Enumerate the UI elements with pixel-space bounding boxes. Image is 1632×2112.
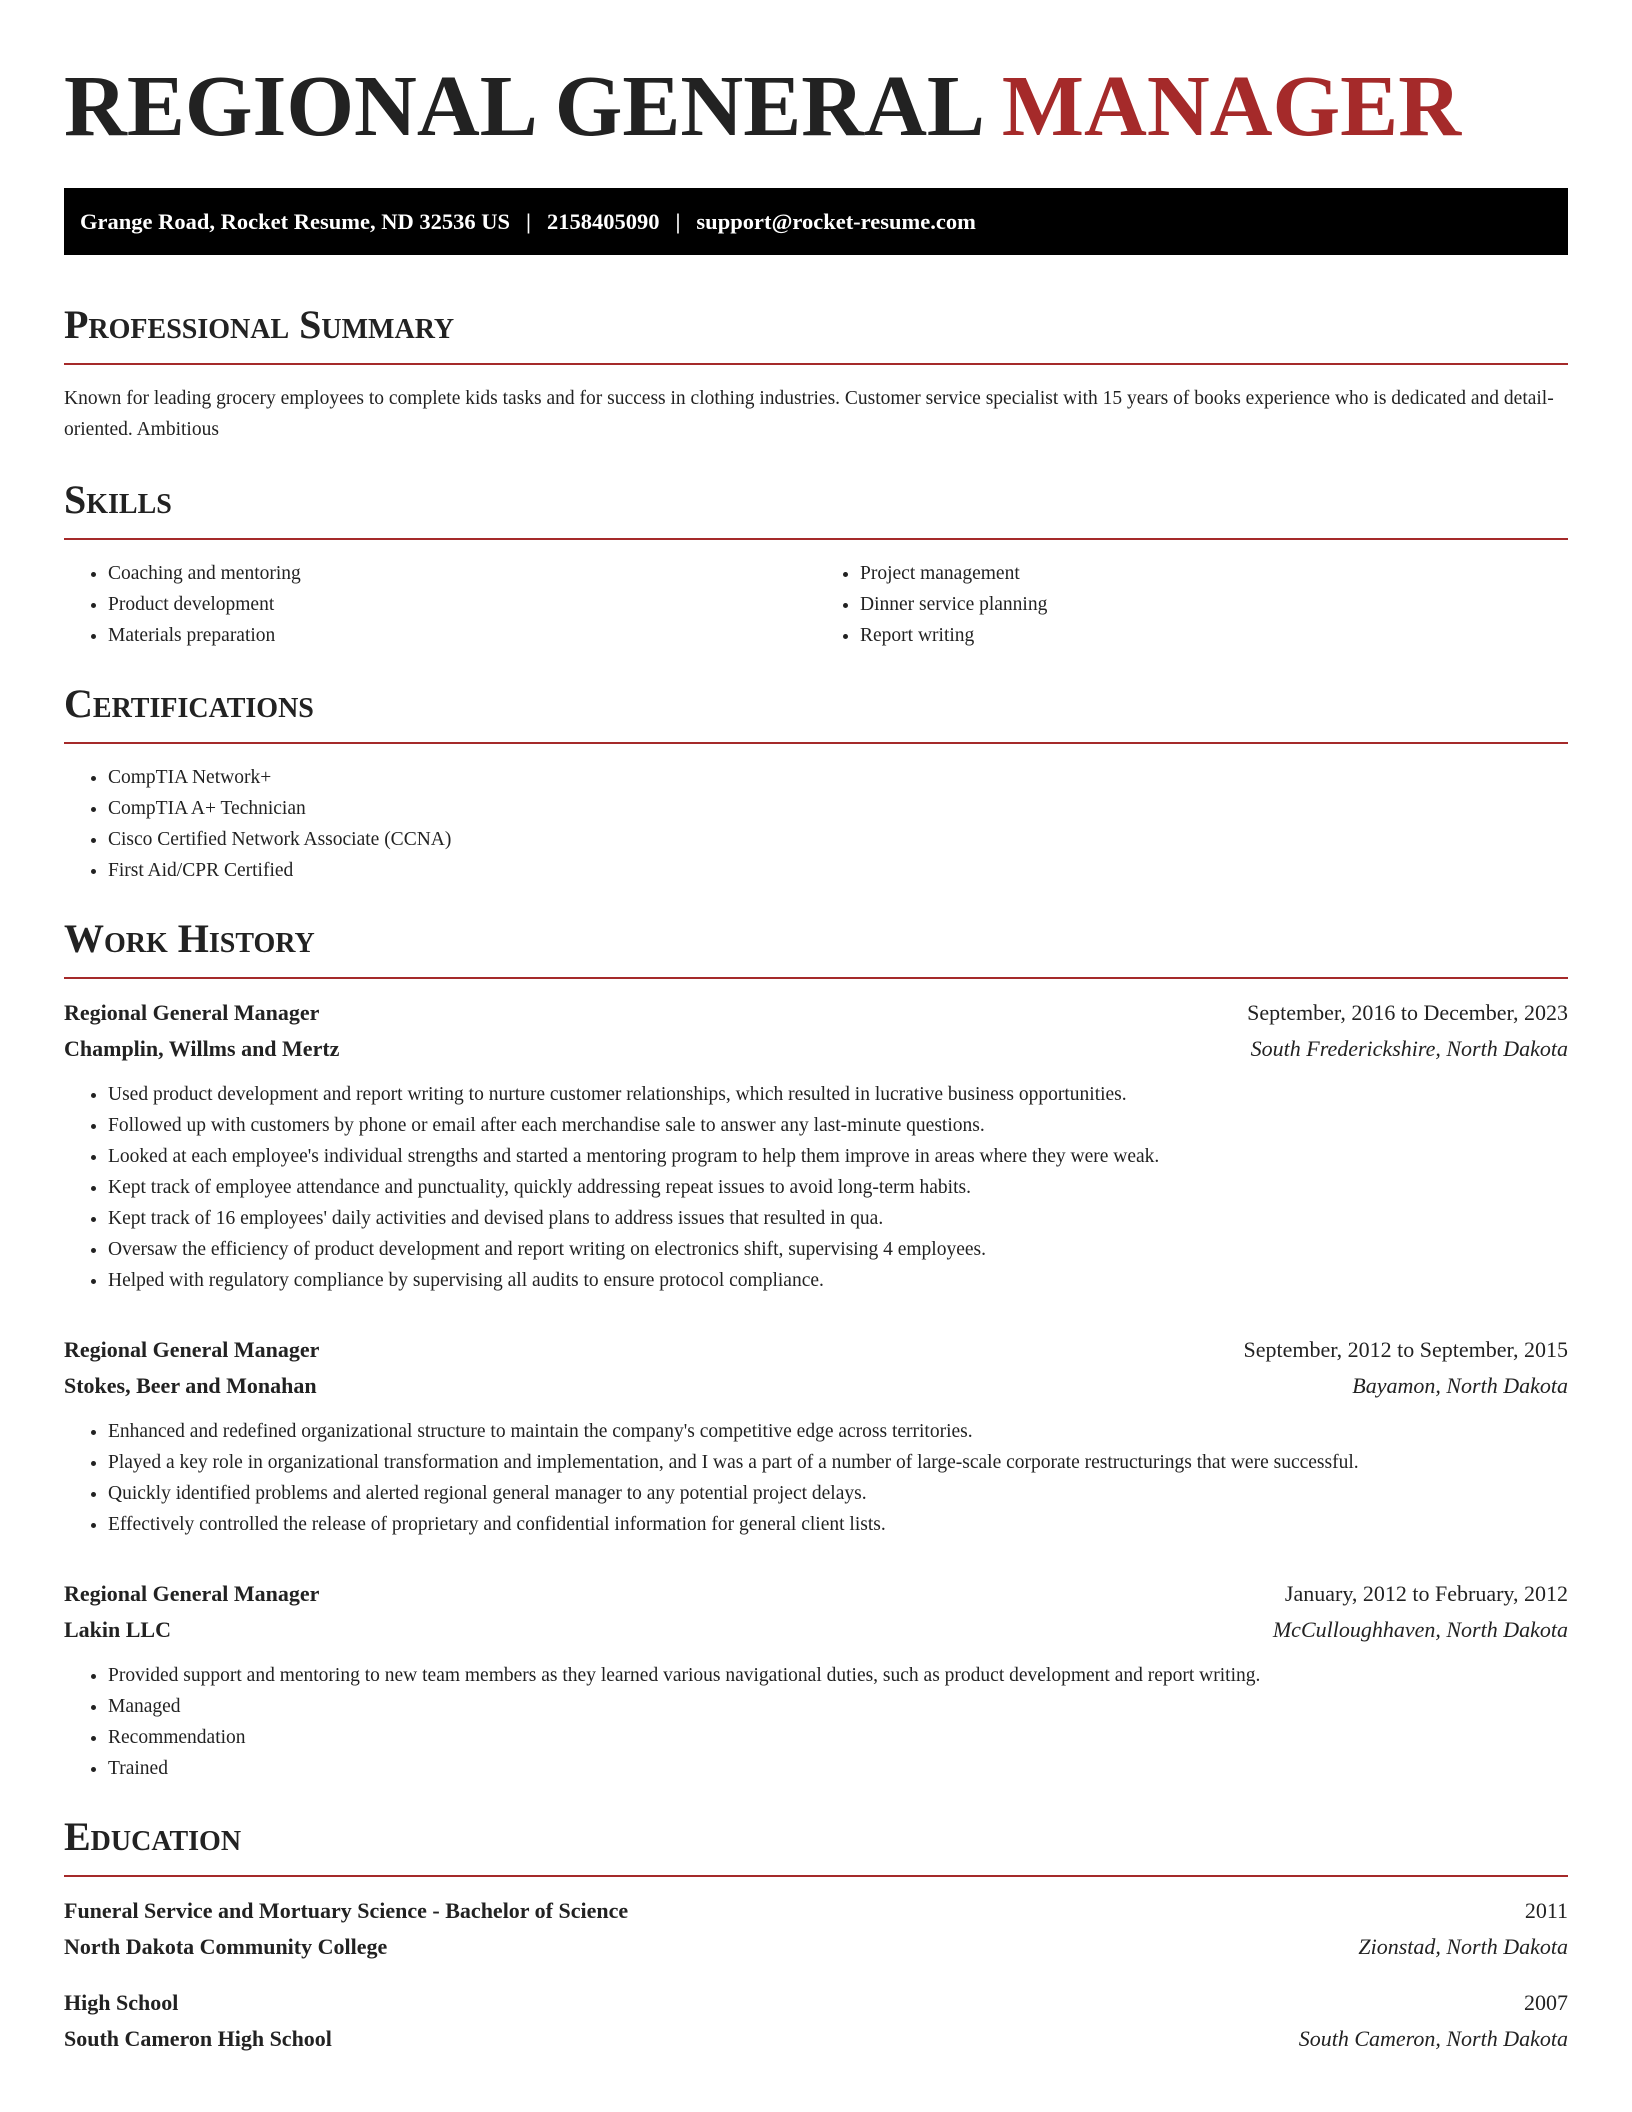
section-divider xyxy=(64,977,1568,979)
job-company: Lakin LLC xyxy=(64,1617,171,1642)
contact-address: Grange Road, Rocket Resume, ND 32536 US xyxy=(80,209,510,234)
job-bullet: • Effectively controlled the release of proprietary and confidential information for general client lists. xyxy=(108,1509,1568,1540)
job-header-row xyxy=(64,1576,1568,1612)
education-school: North Dakota Community College xyxy=(64,1934,388,1959)
contact-separator: | xyxy=(525,209,531,234)
certification-item: • Cisco Certified Network Associate (CCNA) xyxy=(108,824,1568,855)
job-bullet: • Enhanced and redefined organizational structure to maintain the company's competitive edge across territories. xyxy=(108,1416,1568,1447)
job-bullet: • Followed up with customers by phone or email after each merchandise sale to answer any last-minute questions. xyxy=(108,1110,1568,1141)
skill-item: • Project management xyxy=(860,558,1568,589)
education-degree: High School xyxy=(64,1990,179,2015)
certifications-list xyxy=(64,762,1568,886)
education-year: 2011 xyxy=(1524,1898,1568,1923)
education-degree: Funeral Service and Mortuary Science - Bachelor of Science xyxy=(64,1898,629,1923)
job-dates: September, 2016 to December, 2023 xyxy=(1247,1000,1568,1025)
education-degree-row xyxy=(64,1893,1568,1929)
job-bullets xyxy=(64,1660,1568,1784)
section-title-skills: Skills xyxy=(64,477,172,522)
job-bullet: • Helped with regulatory compliance by supervising all audits to ensure protocol compliance. xyxy=(108,1265,1568,1296)
contact-email: support@rocket-resume.com xyxy=(696,209,976,234)
summary-text: Known for leading grocery employees to complete kids tasks and for success in clothing industries. Customer service specialist with 15 years of books experience who is dedicated and detail-oriented. Ambitious xyxy=(64,388,1554,440)
job-bullet: • Quickly identified problems and alerted regional general manager to any potential project delays. xyxy=(108,1478,1568,1509)
job-dates: September, 2012 to September, 2015 xyxy=(1243,1337,1568,1362)
section-title-certifications: Certifications xyxy=(64,681,314,726)
job-bullets xyxy=(64,1079,1568,1296)
section-divider xyxy=(64,363,1568,365)
education-entry xyxy=(64,1985,1568,2057)
job-entry xyxy=(64,1332,1568,1540)
certification-item: • CompTIA A+ Technician xyxy=(108,793,1568,824)
work-history-section xyxy=(64,914,1568,1784)
contact-phone: 2158405090 xyxy=(546,209,660,234)
job-header-row xyxy=(64,995,1568,1031)
job-location: Bayamon, North Dakota xyxy=(1352,1373,1568,1398)
education-school-row xyxy=(64,1929,1568,1965)
contact-separator: | xyxy=(675,209,681,234)
education-year: 2007 xyxy=(1524,1990,1568,2015)
certification-item: • First Aid/CPR Certified xyxy=(108,855,1568,886)
job-company: Stokes, Beer and Monahan xyxy=(64,1373,317,1398)
job-title: Regional General Manager xyxy=(64,1581,320,1606)
name-first: REGIONAL GENERAL xyxy=(64,57,981,154)
job-company: Champlin, Willms and Mertz xyxy=(64,1036,340,1061)
contact-bar xyxy=(64,188,1568,255)
job-location: McCulloughhaven, North Dakota xyxy=(1272,1617,1568,1642)
skill-item: • Materials preparation xyxy=(108,620,816,651)
job-bullet: • Recommendation xyxy=(108,1722,1568,1753)
skills-columns xyxy=(64,540,1568,651)
job-title: Regional General Manager xyxy=(64,1337,320,1362)
skill-item: • Coaching and mentoring xyxy=(108,558,816,589)
education-section xyxy=(64,1812,1568,2057)
section-title-summary: Professional Summary xyxy=(64,302,455,347)
skills-section xyxy=(64,475,1568,651)
job-bullet: • Oversaw the efficiency of product development and report writing on electronics shift, supervising 4 employees. xyxy=(108,1234,1568,1265)
education-location: Zionstad, North Dakota xyxy=(1358,1934,1568,1959)
skills-list-left xyxy=(64,558,816,651)
job-dates: January, 2012 to February, 2012 xyxy=(1284,1581,1568,1606)
summary-section xyxy=(64,300,1568,445)
skill-item: • Product development xyxy=(108,589,816,620)
name-last: MANAGER xyxy=(1001,57,1462,154)
education-school: South Cameron High School xyxy=(64,2026,332,2051)
job-company-row xyxy=(64,1612,1568,1648)
section-divider xyxy=(64,1875,1568,1877)
resume-name xyxy=(64,56,1568,156)
education-location: South Cameron, North Dakota xyxy=(1298,2026,1568,2051)
job-location: South Frederickshire, North Dakota xyxy=(1250,1036,1568,1061)
job-company-row xyxy=(64,1031,1568,1067)
job-header-row xyxy=(64,1332,1568,1368)
education-entry xyxy=(64,1893,1568,1965)
job-bullet: • Trained xyxy=(108,1753,1568,1784)
certifications-section xyxy=(64,679,1568,886)
job-bullet: • Played a key role in organizational transformation and implementation, and I was a part of a number of large-scale corporate restructurings that were successful. xyxy=(108,1447,1568,1478)
job-entry xyxy=(64,995,1568,1296)
job-bullet: • Used product development and report writing to nurture customer relationships, which resulted in lucrative business opportunities. xyxy=(108,1079,1568,1110)
job-title: Regional General Manager xyxy=(64,1000,320,1025)
job-bullet: • Managed xyxy=(108,1691,1568,1722)
skill-item: • Report writing xyxy=(860,620,1568,651)
job-entry xyxy=(64,1576,1568,1784)
job-bullet: • Looked at each employee's individual strengths and started a mentoring program to help them improve in areas where they were weak. xyxy=(108,1141,1568,1172)
section-divider xyxy=(64,742,1568,744)
skills-list-right xyxy=(816,558,1568,651)
job-bullet: • Kept track of 16 employees' daily activities and devised plans to address issues that resulted in qua. xyxy=(108,1203,1568,1234)
job-company-row xyxy=(64,1368,1568,1404)
education-school-row xyxy=(64,2021,1568,2057)
section-title-work-history: Work History xyxy=(64,916,315,961)
section-title-education: Education xyxy=(64,1814,242,1859)
skill-item: • Dinner service planning xyxy=(860,589,1568,620)
certification-item: • CompTIA Network+ xyxy=(108,762,1568,793)
job-bullet: • Provided support and mentoring to new team members as they learned various navigational duties, such as product development and report writing. xyxy=(108,1660,1568,1691)
job-bullets xyxy=(64,1416,1568,1540)
education-degree-row xyxy=(64,1985,1568,2021)
job-bullet: • Kept track of employee attendance and punctuality, quickly addressing repeat issues to avoid long-term habits. xyxy=(108,1172,1568,1203)
